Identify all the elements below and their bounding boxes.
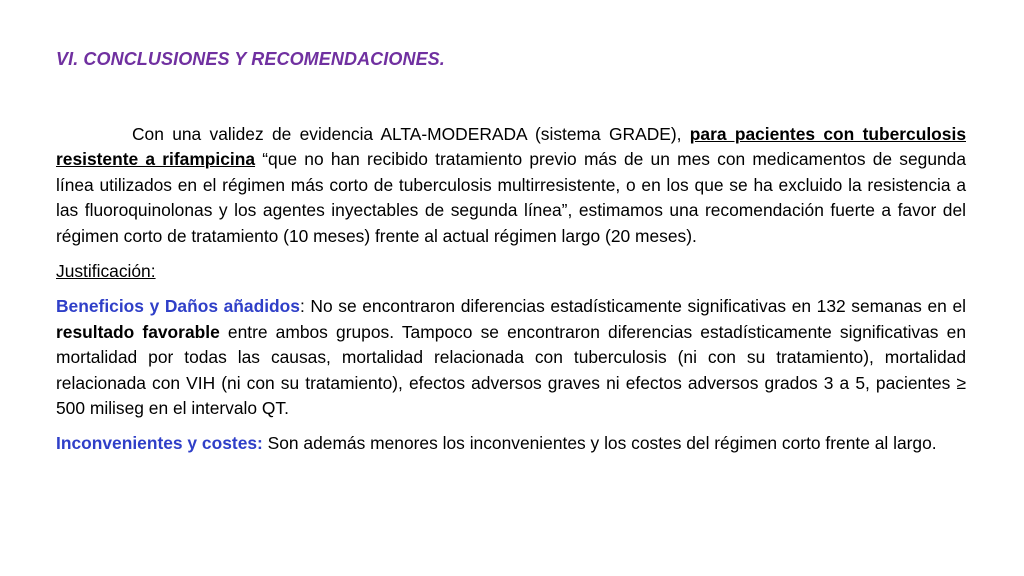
benefits-text-end: entre ambos grupos. Tampoco se encontraron diferencias estadísticamente significativas en mortalidad por todas las causas, mortalidad relacionada con tuberculosis (ni con su tratamiento), mortalidad relacionada con VIH (ni con su tratamiento), efectos adversos graves ni efectos adversos grados 3 a 5, pacientes ≥ 500 miliseg en el intervalo QT. (56, 321, 966, 419)
justification-paragraph (56, 259, 966, 284)
benefits-bold-phrase: resultado favorable (56, 321, 220, 342)
benefits-paragraph (56, 294, 966, 421)
slide-body (56, 122, 966, 457)
intro-text-end: “que no han recibido tratamiento previo más de un mes con medicamentos de segunda línea utilizados en el régimen más corto de tuberculosis multirresistente, o en los que se ha excluido la resistencia a las fluoroquinolonas y los agentes inyectables de segunda línea”, estimamos una recomendación fuerte a favor del régimen corto de tratamiento (10 meses) frente al actual régimen largo (20 meses). (56, 149, 967, 246)
inconveniences-text: Son además menores los inconvenientes y los costes del régimen corto frente al largo. (262, 433, 937, 454)
benefits-text-start: : No se encontraron diferencias estadísticamente significativas en 132 semanas en el (299, 296, 966, 317)
intro-paragraph (56, 122, 966, 249)
justification-heading: Justificación: (56, 261, 156, 282)
inconveniences-label: Inconvenientes y costes: (56, 433, 263, 454)
inconveniences-paragraph (56, 431, 966, 456)
intro-text-start: Con una validez de evidencia ALTA-MODERADA (sistema GRADE), (132, 124, 690, 144)
slide-title: VI. CONCLUSIONES Y RECOMENDACIONES. (56, 49, 445, 69)
intro-underlined-phrase: para pacientes con tuberculosis resistente a rifampicina (56, 124, 966, 170)
benefits-label: Beneficios y Daños añadidos (56, 296, 300, 317)
